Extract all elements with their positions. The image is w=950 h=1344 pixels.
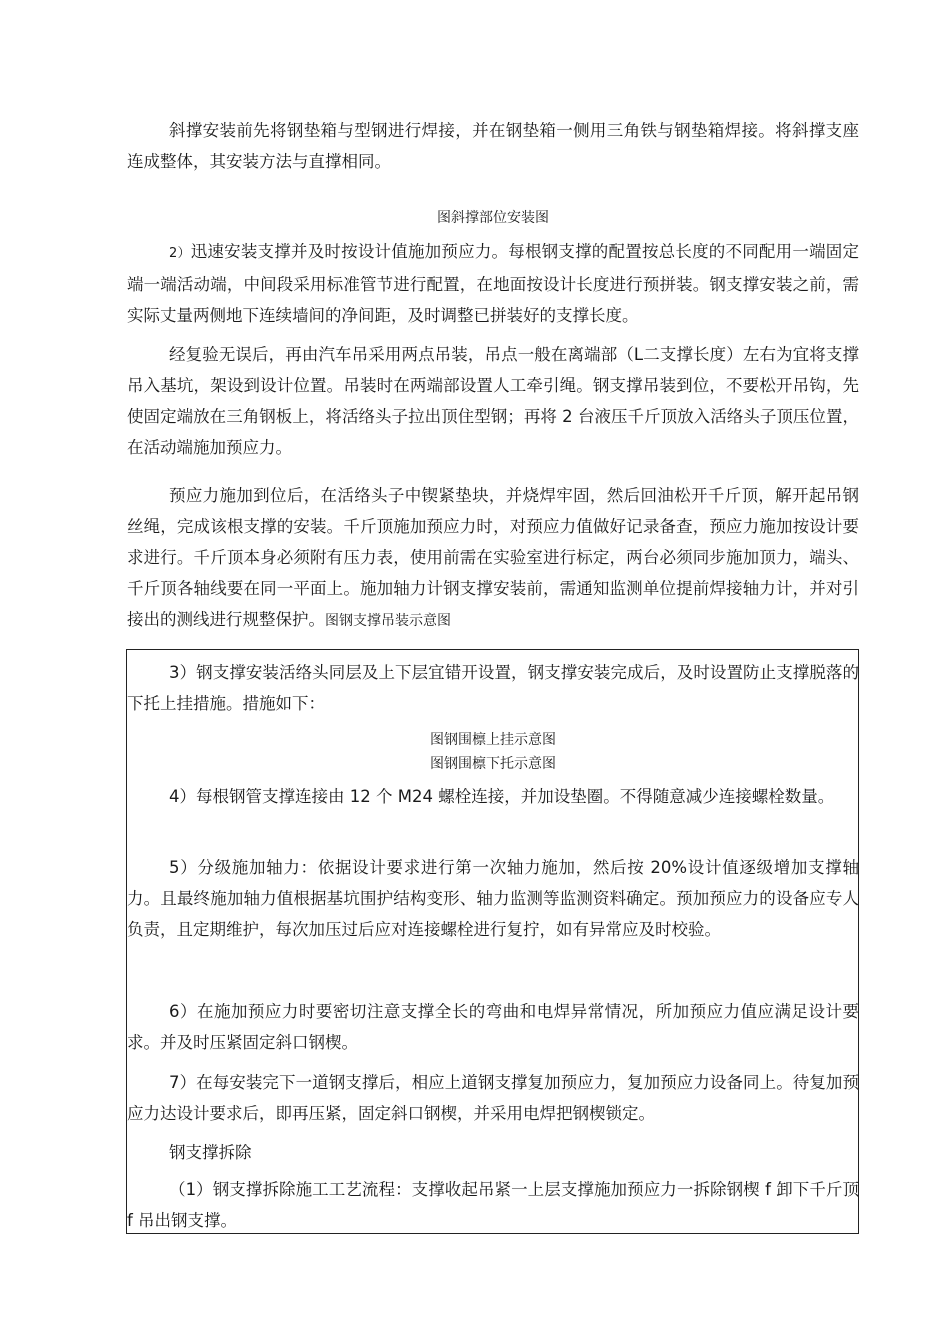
step-number: 2） bbox=[169, 246, 191, 261]
paragraph-hoisting: 经复验无误后，再由汽车吊采用两点吊装，吊点一般在离端部（L二支撑长度）左右为宜将支撑吊入基坑，架设到设计位置。吊装时在两端部设置人工牵引绳。钢支撑吊装到位，不要松开吊钩，先使固定端放在三角钢板上，将活络头子拉出顶住型钢；再将 2 台液压千斤顶放入活络头子顶压位置，在活动端施加预应力。 bbox=[127, 345, 859, 457]
figure-caption-hoisting: 图钢支撑吊装示意图 bbox=[325, 613, 451, 629]
figure-caption-lower-support: 图钢围檩下托示意图 bbox=[430, 756, 556, 772]
figure-caption-upper-hang: 图钢围檩上挂示意图 bbox=[430, 732, 556, 748]
paragraph-step-2-text: 迅速安装支撑并及时按设计值施加预应力。每根钢支撑的配置按总长度的不同配用一端固定端一端活动端，中间段采用标准管节进行配置，在地面按设计长度进行预拼装。钢支撑安装之前，需实际丈量两侧地下连续墙间的净间距，及时调整已拼装好的支撑长度。 bbox=[127, 242, 859, 325]
paragraph-removal-process: （1）钢支撑拆除施工工艺流程：支撑收起吊紧一上层支撑施加预应力一拆除钢楔 f 卸下千斤顶 f 吊出钢支撑。 bbox=[127, 1180, 859, 1230]
paragraph-step-4: 4）每根钢管支撑连接由 12 个 M24 螺栓连接，并加设垫圈。不得随意减少连接螺栓数量。 bbox=[169, 787, 835, 806]
paragraph-step-6: 6）在施加预应力时要密切注意支撑全长的弯曲和电焊异常情况，所加预应力值应满足设计要求。并及时压紧固定斜口钢楔。 bbox=[127, 1002, 859, 1052]
section-heading-removal: 钢支撑拆除 bbox=[169, 1143, 252, 1162]
paragraph-step-2 bbox=[127, 236, 859, 331]
paragraph-step-3: 3）钢支撑安装活络头同层及上下层宜错开设置，钢支撑安装完成后，及时设置防止支撑脱落的下托上挂措施。措施如下： bbox=[127, 663, 859, 713]
paragraph-prestress bbox=[127, 480, 859, 637]
paragraph-step-5: 5）分级施加轴力：依据设计要求进行第一次轴力施加，然后按 20%设计值逐级增加支撑轴力。且最终施加轴力值根据基坑围护结构变形、轴力监测等监测资料确定。预加预应力的设备应专人负责，且定期维护，每次加压过后应对连接螺栓进行复拧，如有异常应及时校验。 bbox=[127, 858, 859, 939]
paragraph-step-7: 7）在每安装完下一道钢支撑后，相应上道钢支撑复加预应力，复加预应力设备同上。待复加预应力达设计要求后，即再压紧，固定斜口钢楔，并采用电焊把钢楔锁定。 bbox=[127, 1073, 859, 1123]
figure-caption-diagonal-brace: 图斜撑部位安装图 bbox=[437, 210, 549, 226]
paragraph-prestress-text: 预应力施加到位后，在活络头子中锲紧垫块，并烧焊牢固，然后回油松开千斤顶，解开起吊钢丝绳，完成该根支撑的安装。千斤顶施加预应力时，对预应力值做好记录备查，预应力施加按设计要求进行。千斤顶本身必须附有压力表，使用前需在实验室进行标定，两台必须同步施加顶力，端头、千斤顶各轴线要在同一平面上。施加轴力计钢支撑安装前，需通知监测单位提前焊接轴力计，并对引接出的测线进行规整保护。 bbox=[127, 486, 859, 629]
paragraph-diagonal-brace-install: 斜撑安装前先将钢垫箱与型钢进行焊接，并在钢垫箱一侧用三角铁与钢垫箱焊接。将斜撑支座连成整体，其安装方法与直撑相同。 bbox=[127, 121, 859, 171]
